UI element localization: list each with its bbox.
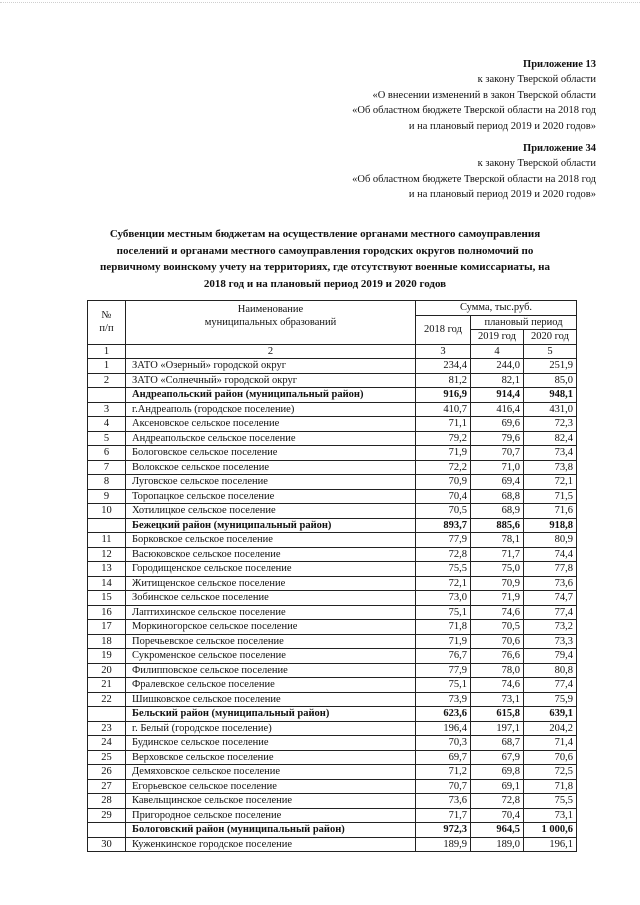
row-number: 5 bbox=[88, 431, 126, 446]
value-2018: 71,7 bbox=[416, 808, 471, 823]
value-2020: 77,8 bbox=[524, 562, 577, 577]
appendix-34-heading: Приложение 34 bbox=[523, 143, 596, 154]
table-row bbox=[88, 736, 577, 751]
value-2018: 69,7 bbox=[416, 750, 471, 765]
value-2020: 75,9 bbox=[524, 692, 577, 707]
row-name: Бологовское сельское поселение bbox=[126, 446, 416, 461]
row-name: Зобинское сельское поселение bbox=[126, 591, 416, 606]
value-2019: 70,5 bbox=[471, 620, 524, 635]
appendix-34-line: к закону Тверской области bbox=[477, 158, 596, 170]
header-name: Наименование муниципальных образований bbox=[126, 301, 416, 345]
value-2019: 78,0 bbox=[471, 663, 524, 678]
table-row bbox=[88, 446, 577, 461]
table-row bbox=[88, 605, 577, 620]
row-number: 12 bbox=[88, 547, 126, 562]
table-row bbox=[88, 576, 577, 591]
value-2019: 885,6 bbox=[471, 518, 524, 533]
row-number: 17 bbox=[88, 620, 126, 635]
header-plan-period: плановый период bbox=[471, 315, 577, 330]
value-2020: 74,7 bbox=[524, 591, 577, 606]
row-name: г. Белый (городское поселение) bbox=[126, 721, 416, 736]
row-number: 3 bbox=[88, 402, 126, 417]
row-name: Андреапольский район (муниципальный район) bbox=[126, 388, 416, 403]
row-number: 25 bbox=[88, 750, 126, 765]
value-2020: 71,5 bbox=[524, 489, 577, 504]
appendix-13-line: «О внесении изменений в закон Тверской области bbox=[372, 89, 596, 101]
value-2019: 68,8 bbox=[471, 489, 524, 504]
row-name: Городищенское сельское поселение bbox=[126, 562, 416, 577]
index-cell: 4 bbox=[471, 344, 524, 359]
value-2018: 77,9 bbox=[416, 533, 471, 548]
row-name: Торопацкое сельское поселение bbox=[126, 489, 416, 504]
table-row bbox=[88, 562, 577, 577]
value-2018: 916,9 bbox=[416, 388, 471, 403]
value-2020: 196,1 bbox=[524, 837, 577, 852]
value-2020: 71,6 bbox=[524, 504, 577, 519]
table-row bbox=[88, 765, 577, 780]
value-2020: 73,4 bbox=[524, 446, 577, 461]
table-row bbox=[88, 489, 577, 504]
district-total-row bbox=[88, 707, 577, 722]
value-2018: 73,9 bbox=[416, 692, 471, 707]
index-cell: 5 bbox=[524, 344, 577, 359]
value-2020: 73,6 bbox=[524, 576, 577, 591]
value-2018: 70,5 bbox=[416, 504, 471, 519]
table-row bbox=[88, 750, 577, 765]
table-row bbox=[88, 591, 577, 606]
value-2020: 80,9 bbox=[524, 533, 577, 548]
row-name: Борковское сельское поселение bbox=[126, 533, 416, 548]
value-2020: 71,4 bbox=[524, 736, 577, 751]
row-number: 10 bbox=[88, 504, 126, 519]
row-name: Васюковское сельское поселение bbox=[126, 547, 416, 562]
document-title: Субвенции местным бюджетам на осуществление органами местного самоуправления поселений и органами местного самоуправления городских округов полномочий по первичному воинскому учету на территориях, где отсутствуют военные комиссариаты, на 2018 год и на плановый период 2019 и 2020 годов bbox=[100, 228, 550, 290]
value-2019: 69,8 bbox=[471, 765, 524, 780]
row-number: 30 bbox=[88, 837, 126, 852]
value-2020: 918,8 bbox=[524, 518, 577, 533]
row-name: Верховское сельское поселение bbox=[126, 750, 416, 765]
value-2018: 70,9 bbox=[416, 475, 471, 490]
value-2020: 85,0 bbox=[524, 373, 577, 388]
value-2019: 74,6 bbox=[471, 605, 524, 620]
value-2018: 75,1 bbox=[416, 678, 471, 693]
value-2018: 71,9 bbox=[416, 634, 471, 649]
value-2018: 75,1 bbox=[416, 605, 471, 620]
value-2020: 73,8 bbox=[524, 460, 577, 475]
value-2019: 69,6 bbox=[471, 417, 524, 432]
row-number: 27 bbox=[88, 779, 126, 794]
value-2018: 73,0 bbox=[416, 591, 471, 606]
value-2019: 72,8 bbox=[471, 794, 524, 809]
row-name: Пригородное сельское поселение bbox=[126, 808, 416, 823]
row-number: 29 bbox=[88, 808, 126, 823]
value-2019: 74,6 bbox=[471, 678, 524, 693]
row-name: Демяховское сельское поселение bbox=[126, 765, 416, 780]
value-2019: 70,7 bbox=[471, 446, 524, 461]
district-total-row bbox=[88, 518, 577, 533]
index-cell: 2 bbox=[126, 344, 416, 359]
value-2019: 70,6 bbox=[471, 634, 524, 649]
value-2018: 196,4 bbox=[416, 721, 471, 736]
row-name: Моркиногорское сельское поселение bbox=[126, 620, 416, 635]
row-name: г.Андреаполь (городское поселение) bbox=[126, 402, 416, 417]
value-2019: 69,1 bbox=[471, 779, 524, 794]
district-total-row bbox=[88, 823, 577, 838]
table-row bbox=[88, 373, 577, 388]
value-2018: 70,3 bbox=[416, 736, 471, 751]
row-number: 26 bbox=[88, 765, 126, 780]
table-row bbox=[88, 504, 577, 519]
value-2018: 81,2 bbox=[416, 373, 471, 388]
row-number bbox=[88, 388, 126, 403]
value-2019: 244,0 bbox=[471, 359, 524, 374]
value-2020: 80,8 bbox=[524, 663, 577, 678]
value-2018: 72,2 bbox=[416, 460, 471, 475]
table-row bbox=[88, 808, 577, 823]
value-2019: 71,7 bbox=[471, 547, 524, 562]
value-2019: 70,9 bbox=[471, 576, 524, 591]
row-number: 14 bbox=[88, 576, 126, 591]
table-row bbox=[88, 663, 577, 678]
value-2018: 79,2 bbox=[416, 431, 471, 446]
row-name: Бежецкий район (муниципальный район) bbox=[126, 518, 416, 533]
value-2020: 72,3 bbox=[524, 417, 577, 432]
table-row bbox=[88, 402, 577, 417]
table-row bbox=[88, 417, 577, 432]
value-2018: 71,1 bbox=[416, 417, 471, 432]
row-name: Будинское сельское поселение bbox=[126, 736, 416, 751]
table-row bbox=[88, 779, 577, 794]
page-top-edge bbox=[0, 2, 640, 4]
value-2019: 78,1 bbox=[471, 533, 524, 548]
value-2019: 73,1 bbox=[471, 692, 524, 707]
row-name: Филипповское сельское поселение bbox=[126, 663, 416, 678]
value-2018: 73,6 bbox=[416, 794, 471, 809]
value-2019: 189,0 bbox=[471, 837, 524, 852]
value-2019: 75,0 bbox=[471, 562, 524, 577]
value-2019: 964,5 bbox=[471, 823, 524, 838]
table-row bbox=[88, 692, 577, 707]
value-2020: 251,9 bbox=[524, 359, 577, 374]
value-2018: 410,7 bbox=[416, 402, 471, 417]
row-name: Егорьевское сельское поселение bbox=[126, 779, 416, 794]
value-2018: 972,3 bbox=[416, 823, 471, 838]
appendix-13-line: к закону Тверской области bbox=[477, 74, 596, 86]
value-2019: 615,8 bbox=[471, 707, 524, 722]
row-number: 20 bbox=[88, 663, 126, 678]
row-name: Волокское сельское поселение bbox=[126, 460, 416, 475]
row-number: 9 bbox=[88, 489, 126, 504]
table-row bbox=[88, 678, 577, 693]
table-row bbox=[88, 533, 577, 548]
row-name: Шишковское сельское поселение bbox=[126, 692, 416, 707]
row-name: Бельский район (муниципальный район) bbox=[126, 707, 416, 722]
appendix-13-block bbox=[352, 57, 596, 134]
value-2019: 68,9 bbox=[471, 504, 524, 519]
row-name: ЗАТО «Солнечный» городской округ bbox=[126, 373, 416, 388]
row-name: ЗАТО «Озерный» городской округ bbox=[126, 359, 416, 374]
row-number: 11 bbox=[88, 533, 126, 548]
row-number: 23 bbox=[88, 721, 126, 736]
value-2019: 71,0 bbox=[471, 460, 524, 475]
index-cell: 1 bbox=[88, 344, 126, 359]
table-row bbox=[88, 649, 577, 664]
table-row bbox=[88, 359, 577, 374]
index-cell: 3 bbox=[416, 344, 471, 359]
value-2018: 75,5 bbox=[416, 562, 471, 577]
value-2020: 431,0 bbox=[524, 402, 577, 417]
value-2020: 1 000,6 bbox=[524, 823, 577, 838]
value-2020: 204,2 bbox=[524, 721, 577, 736]
row-name: Куженкинское городское поселение bbox=[126, 837, 416, 852]
row-number: 21 bbox=[88, 678, 126, 693]
row-name: Аксеновское сельское поселение bbox=[126, 417, 416, 432]
value-2020: 72,1 bbox=[524, 475, 577, 490]
value-2020: 73,1 bbox=[524, 808, 577, 823]
row-number: 18 bbox=[88, 634, 126, 649]
value-2020: 79,4 bbox=[524, 649, 577, 664]
district-total-row bbox=[88, 388, 577, 403]
row-name: Кавельщинское сельское поселение bbox=[126, 794, 416, 809]
value-2020: 73,2 bbox=[524, 620, 577, 635]
row-number: 1 bbox=[88, 359, 126, 374]
value-2020: 71,8 bbox=[524, 779, 577, 794]
row-name: Андреапольское сельское поселение bbox=[126, 431, 416, 446]
row-number: 4 bbox=[88, 417, 126, 432]
value-2020: 639,1 bbox=[524, 707, 577, 722]
row-name: Бологовский район (муниципальный район) bbox=[126, 823, 416, 838]
appendix-13-line: «Об областном бюджете Тверской области на 2018 год bbox=[352, 105, 596, 117]
value-2019: 69,4 bbox=[471, 475, 524, 490]
value-2020: 74,4 bbox=[524, 547, 577, 562]
value-2020: 82,4 bbox=[524, 431, 577, 446]
table-row bbox=[88, 634, 577, 649]
table-row bbox=[88, 794, 577, 809]
value-2019: 197,1 bbox=[471, 721, 524, 736]
value-2019: 70,4 bbox=[471, 808, 524, 823]
value-2018: 893,7 bbox=[416, 518, 471, 533]
value-2019: 79,6 bbox=[471, 431, 524, 446]
row-number: 24 bbox=[88, 736, 126, 751]
row-number bbox=[88, 823, 126, 838]
value-2019: 416,4 bbox=[471, 402, 524, 417]
value-2019: 71,9 bbox=[471, 591, 524, 606]
header-sum: Сумма, тыс.руб. bbox=[416, 301, 577, 316]
header-2018: 2018 год bbox=[416, 315, 471, 344]
value-2019: 76,6 bbox=[471, 649, 524, 664]
row-number: 15 bbox=[88, 591, 126, 606]
subsidies-table bbox=[87, 300, 577, 852]
value-2019: 82,1 bbox=[471, 373, 524, 388]
value-2018: 189,9 bbox=[416, 837, 471, 852]
value-2019: 67,9 bbox=[471, 750, 524, 765]
value-2020: 948,1 bbox=[524, 388, 577, 403]
appendix-13-heading: Приложение 13 bbox=[523, 59, 596, 70]
row-number bbox=[88, 518, 126, 533]
value-2019: 914,4 bbox=[471, 388, 524, 403]
value-2020: 73,3 bbox=[524, 634, 577, 649]
value-2018: 71,8 bbox=[416, 620, 471, 635]
row-number: 19 bbox=[88, 649, 126, 664]
value-2020: 77,4 bbox=[524, 605, 577, 620]
value-2018: 234,4 bbox=[416, 359, 471, 374]
row-name: Хотилицкое сельское поселение bbox=[126, 504, 416, 519]
value-2018: 72,1 bbox=[416, 576, 471, 591]
row-number: 2 bbox=[88, 373, 126, 388]
header-2020: 2020 год bbox=[524, 330, 577, 345]
row-number: 16 bbox=[88, 605, 126, 620]
row-name: Житищенское сельское поселение bbox=[126, 576, 416, 591]
value-2018: 72,8 bbox=[416, 547, 471, 562]
row-number: 22 bbox=[88, 692, 126, 707]
value-2018: 71,2 bbox=[416, 765, 471, 780]
appendix-13-line: и на плановый период 2019 и 2020 годов» bbox=[408, 120, 596, 132]
table-row bbox=[88, 460, 577, 475]
row-name: Луговское сельское поселение bbox=[126, 475, 416, 490]
value-2020: 75,5 bbox=[524, 794, 577, 809]
value-2018: 623,6 bbox=[416, 707, 471, 722]
row-name: Поречьевское сельское поселение bbox=[126, 634, 416, 649]
header-2019: 2019 год bbox=[471, 330, 524, 345]
value-2018: 77,9 bbox=[416, 663, 471, 678]
row-number: 8 bbox=[88, 475, 126, 490]
value-2018: 71,9 bbox=[416, 446, 471, 461]
value-2019: 68,7 bbox=[471, 736, 524, 751]
row-number: 6 bbox=[88, 446, 126, 461]
row-number: 28 bbox=[88, 794, 126, 809]
table-row bbox=[88, 475, 577, 490]
table-row bbox=[88, 721, 577, 736]
appendix-34-block bbox=[352, 141, 596, 203]
appendix-34-line: и на плановый период 2019 и 2020 годов» bbox=[408, 189, 596, 201]
table-row bbox=[88, 431, 577, 446]
value-2020: 77,4 bbox=[524, 678, 577, 693]
row-name: Фралевское сельское поселение bbox=[126, 678, 416, 693]
value-2020: 72,5 bbox=[524, 765, 577, 780]
value-2020: 70,6 bbox=[524, 750, 577, 765]
row-number: 7 bbox=[88, 460, 126, 475]
row-name: Сукроменское сельское поселение bbox=[126, 649, 416, 664]
row-number: 13 bbox=[88, 562, 126, 577]
value-2018: 70,7 bbox=[416, 779, 471, 794]
table-row bbox=[88, 547, 577, 562]
value-2018: 76,7 bbox=[416, 649, 471, 664]
table-row bbox=[88, 837, 577, 852]
table-row bbox=[88, 620, 577, 635]
row-number bbox=[88, 707, 126, 722]
value-2018: 70,4 bbox=[416, 489, 471, 504]
row-name: Лаптихинское сельское поселение bbox=[126, 605, 416, 620]
appendix-34-line: «Об областном бюджете Тверской области на 2018 год bbox=[352, 173, 596, 185]
header-num: № п/п bbox=[88, 301, 126, 345]
